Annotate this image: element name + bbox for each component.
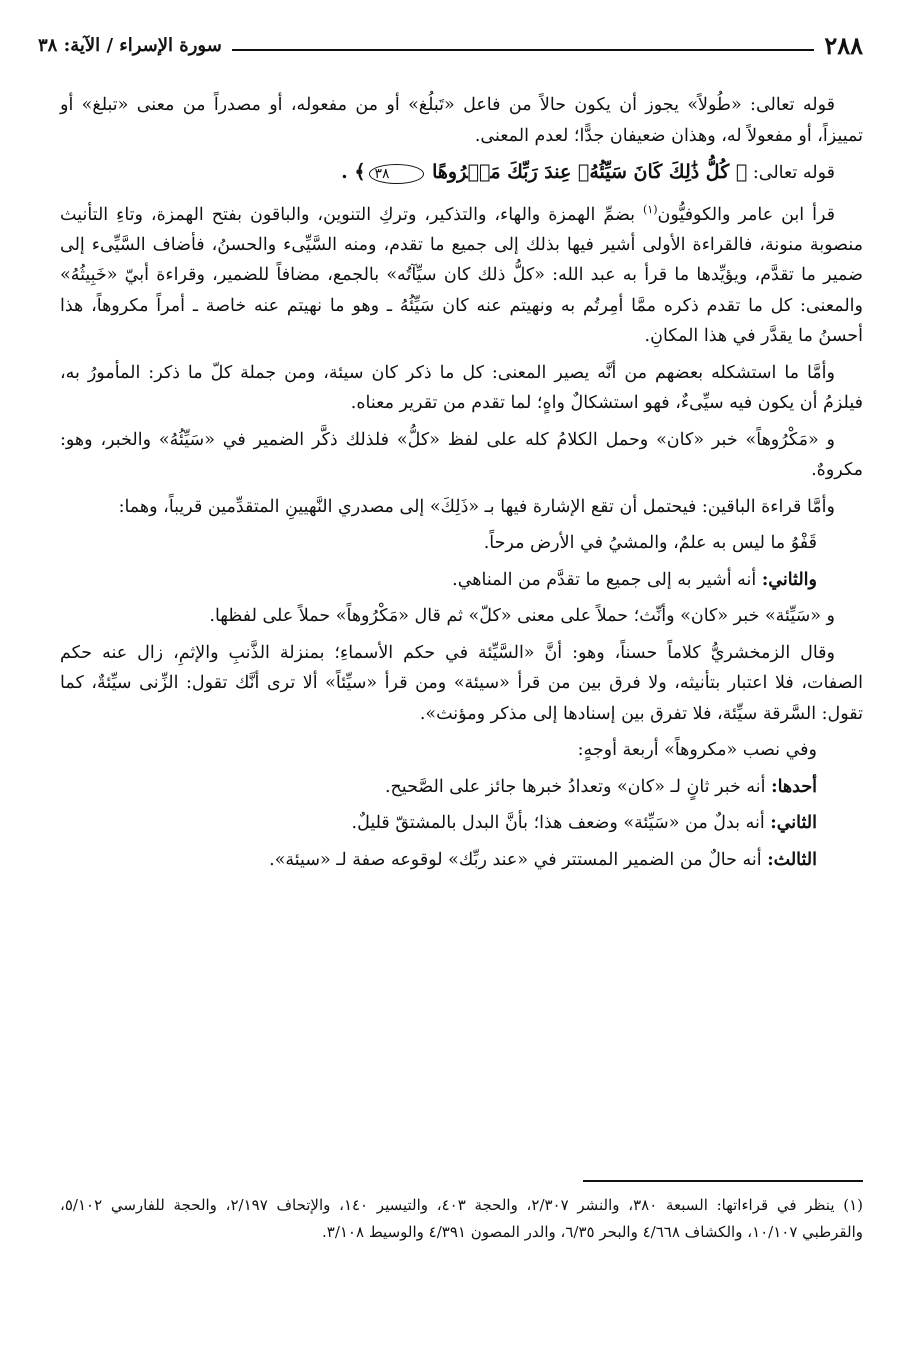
paragraph-first-meaning: قَفْوُ ما ليس به علمٌ، والمشيُ في الأرض مرحاً.	[483, 533, 817, 554]
paragraph-way-two	[60, 808, 817, 839]
page-number: ٢٨٨	[824, 30, 863, 60]
verse-lead: قوله تعالى:	[752, 163, 835, 183]
footnote-separator	[583, 1180, 863, 1182]
paragraph-four-ways: وفي نصب «مكروهاً» أربعة أوجهٍ:	[577, 740, 817, 761]
main-text	[60, 90, 863, 881]
lead-label: الثاني:	[770, 813, 817, 834]
verse-line	[60, 157, 863, 189]
paragraph-text: بضمِّ الهمزة والهاء، والتذكير، وتركِ التنوين، والباقون بفتح الهمزة، وتاءِ التأنيث منصوبة منونة، فالقراءة الأولى أشير فيها بذلك إلى جميع ما تقدم، ومنه السَّيِّىء والحسنُ، فأضاف السَّيِّىء إلى ضمير ما تقدَّم، ويؤيِّدها ما قرأ به عبد الله: «كلُّ ذلك كان سيِّآتُه» بالجمع، مضافاً للضمير، وقراءة أبيّ «خَبِيثُهُ» والمعنى: كل ما تقدم ذكره ممَّا أمِرتُم به ونهيتم عنه كان سَيِّئُهُ ـ وهو ما نهيتم عنه خاصة ـ أمراً مكروهاً، هذا أحسنُ ما يقدَّر في هذا المكانِ.	[60, 204, 864, 347]
paragraph-zamakhshari: وقال الزمخشريُّ كلاماً حسناً، وهو: أنَّ «السَّيِّئة في حكم الأسماءِ؛ بمنزلة الذَّنبِ والإثمِ، زال عنه حكم الصفات، فلا اعتبار بتأنيثه، ولا فرق بين من قرأ «سيئة» ومن قرأ «سيِّئاً» ألا ترى أنَّك تقول: الزِّنى سيِّئةٌ، كما تقول: السَّرقة سيِّئة، فلا تفرق بين إسنادها إلى مذكر ومؤنث».	[60, 642, 863, 724]
paragraph-way-one	[60, 772, 817, 803]
footnote: (١) ينظر في قراءاتها: السبعة ٣٨٠، والنشر ٢/٣٠٧، والحجة ٤٠٣، والتيسير ١٤٠، والإتحاف ٢/١٩٧، والحجة للفارسي ٥/١٠٢، والقرطبي ١٠/١٠٧، والكشاف ٤/٦٦٨ والبحر ٦/٣٥، والدر المصون ٤/٣٩١ والوسيط ٣/١٠٨.	[60, 1196, 863, 1241]
running-title: سورة الإسراء / الآية: ٣٨	[38, 34, 222, 56]
paragraph-text: قرأ ابن عامر والكوفيُّون	[657, 204, 835, 225]
ayah-number-badge: ٣٨	[369, 164, 424, 184]
paragraph-tulan: قوله تعالى: «طُولاً» يجوز أن يكون حالاً من فاعل «تَبلُغ» أو من مفعوله، أو مصدراً من معنى «تبلغ» أو تمييزاً، أو مفعولاً له، وهذان ضعيفان جدًّا؛ لعدم المعنى.	[60, 95, 863, 146]
paragraph-sayyia: و «سَيِّئة» خبر «كان» وأنِّث؛ حملاً على معنى «كلّ» ثم قال «مَكْرُوهاً» حملاً على لفظها.	[209, 606, 835, 627]
paragraph-ishkal: وأمَّا ما استشكله بعضهم من أنَّه يصير المعنى: كل ما ذكر كان سيئة، ومن جملة كلّ ما ذكر: المأمورُ به، فيلزمُ أن يكون فيه سيِّىءٌ، فهو استشكالٌ واهٍ؛ لما تقدم من تقرير معناه.	[60, 362, 863, 414]
header-rule	[232, 49, 815, 51]
paragraph-text: أنه أشير به إلى جميع ما تقدَّم من المناهي.	[452, 569, 762, 590]
paragraph-text: أنه بدلٌ من «سَيِّئة» وضعف هذا؛ بأنَّ البدل بالمشتقّ قليلٌ.	[351, 813, 771, 834]
verse-close: ﴾ .	[341, 161, 366, 183]
paragraph-qiraat	[60, 195, 863, 352]
verse-text: ﴿ كُلُّ ذَٰلِكَ كَانَ سَيِّئُهُۥ عِندَ رَبِّكَ مَكۡرُوهًا	[432, 161, 748, 183]
page-header	[38, 30, 863, 60]
paragraph-second-meaning	[60, 565, 817, 596]
paragraph-makruh: و «مَكْرُوهاً» خبر «كان» وحمل الكلامُ كله على لفظ «كلُّ» فلذلك ذكَّر الضمير في «سَيِّئُهُ» والخبر، وهو: مكروهٌ.	[60, 429, 863, 481]
paragraph-way-three	[60, 845, 817, 876]
lead-label: الثالث:	[767, 849, 817, 870]
footnote-ref[interactable]: (١)	[643, 202, 658, 216]
paragraph-text: أنه خبر ثانٍ لـ «كان» وتعدادُ خبرها جائز على الصَّحيح.	[384, 776, 772, 797]
lead-label: والثاني:	[761, 569, 817, 590]
lead-label: أحدها:	[771, 776, 817, 797]
paragraph-baqin: وأمَّا قراءة الباقين: فيحتمل أن تقع الإشارة فيها بـ «ذَلِكَ» إلى مصدري النَّهيينِ المتقدِّمين قريباً، وهما:	[118, 496, 835, 517]
paragraph-text: أنه حالٌ من الضمير المستتر في «عند ربِّك» لوقوعه صفة لـ «سيئة».	[269, 849, 768, 870]
